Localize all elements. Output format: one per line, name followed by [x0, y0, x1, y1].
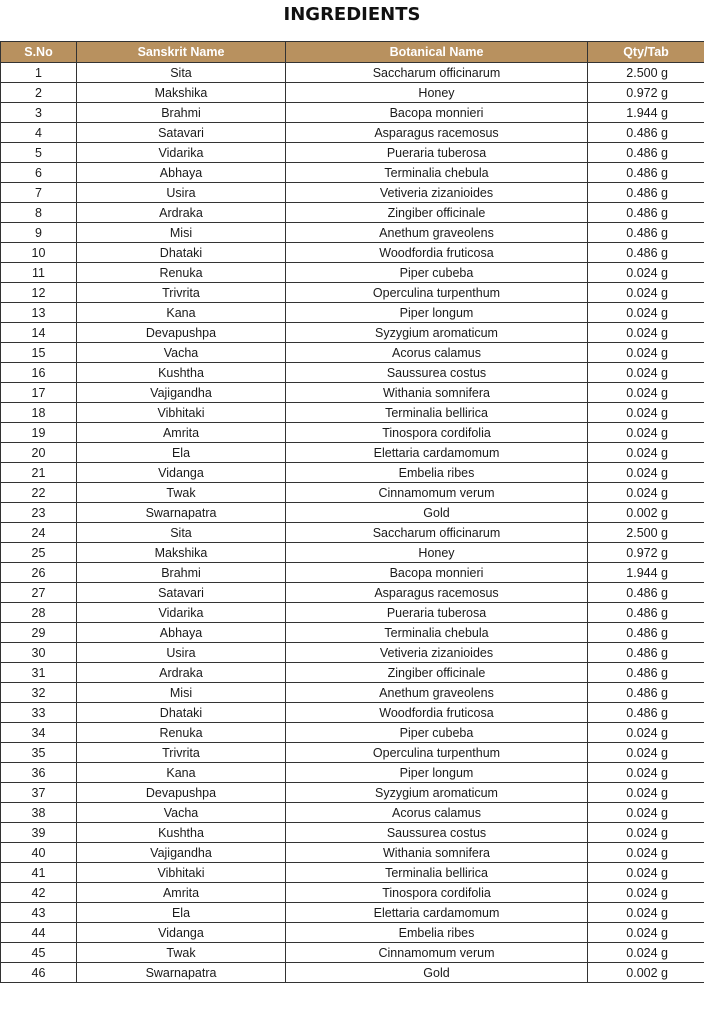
cell-sno: 15	[1, 343, 77, 363]
cell-sno: 8	[1, 203, 77, 223]
table-row	[1, 383, 704, 403]
cell-sno: 28	[1, 603, 77, 623]
cell-qty: 0.024 g	[588, 443, 704, 463]
table-row	[1, 123, 704, 143]
table-row	[1, 603, 704, 623]
table-row	[1, 523, 704, 543]
cell-qty: 0.024 g	[588, 423, 704, 443]
cell-botanical-name: Gold	[286, 963, 588, 983]
table-row	[1, 63, 704, 83]
cell-sno: 7	[1, 183, 77, 203]
table-row	[1, 803, 704, 823]
cell-botanical-name: Honey	[286, 83, 588, 103]
cell-sanskrit-name: Dhataki	[77, 703, 286, 723]
cell-botanical-name: Vetiveria zizanioides	[286, 643, 588, 663]
table-row	[1, 463, 704, 483]
cell-sno: 36	[1, 763, 77, 783]
cell-sno: 46	[1, 963, 77, 983]
cell-qty: 0.486 g	[588, 623, 704, 643]
table-row	[1, 643, 704, 663]
table-row	[1, 443, 704, 463]
table-row	[1, 403, 704, 423]
cell-botanical-name: Bacopa monnieri	[286, 103, 588, 123]
cell-botanical-name: Woodfordia fruticosa	[286, 243, 588, 263]
cell-botanical-name: Saussurea costus	[286, 823, 588, 843]
cell-qty: 0.024 g	[588, 923, 704, 943]
cell-sno: 37	[1, 783, 77, 803]
cell-sno: 3	[1, 103, 77, 123]
cell-botanical-name: Saussurea costus	[286, 363, 588, 383]
table-row	[1, 743, 704, 763]
cell-sanskrit-name: Trivrita	[77, 743, 286, 763]
cell-botanical-name: Terminalia bellirica	[286, 863, 588, 883]
cell-botanical-name: Pueraria tuberosa	[286, 143, 588, 163]
table-row	[1, 263, 704, 283]
cell-botanical-name: Asparagus racemosus	[286, 123, 588, 143]
cell-botanical-name: Syzygium aromaticum	[286, 323, 588, 343]
cell-sanskrit-name: Vajigandha	[77, 383, 286, 403]
table-row	[1, 703, 704, 723]
cell-botanical-name: Vetiveria zizanioides	[286, 183, 588, 203]
cell-sanskrit-name: Abhaya	[77, 163, 286, 183]
table-row	[1, 923, 704, 943]
cell-botanical-name: Pueraria tuberosa	[286, 603, 588, 623]
cell-sanskrit-name: Vidarika	[77, 603, 286, 623]
cell-qty: 0.002 g	[588, 503, 704, 523]
cell-sno: 10	[1, 243, 77, 263]
cell-sanskrit-name: Vidanga	[77, 463, 286, 483]
cell-qty: 0.024 g	[588, 863, 704, 883]
cell-botanical-name: Saccharum officinarum	[286, 63, 588, 83]
cell-sno: 9	[1, 223, 77, 243]
cell-botanical-name: Terminalia bellirica	[286, 403, 588, 423]
cell-sanskrit-name: Ardraka	[77, 663, 286, 683]
table-row	[1, 963, 704, 983]
cell-botanical-name: Zingiber officinale	[286, 663, 588, 683]
column-header-botanical-name: Botanical Name	[286, 42, 588, 63]
cell-sno: 12	[1, 283, 77, 303]
table-row	[1, 583, 704, 603]
cell-sanskrit-name: Ardraka	[77, 203, 286, 223]
table-row	[1, 683, 704, 703]
cell-qty: 0.486 g	[588, 183, 704, 203]
cell-botanical-name: Anethum graveolens	[286, 223, 588, 243]
cell-sanskrit-name: Ela	[77, 903, 286, 923]
cell-botanical-name: Operculina turpenthum	[286, 743, 588, 763]
cell-sno: 38	[1, 803, 77, 823]
table-row	[1, 623, 704, 643]
cell-sno: 29	[1, 623, 77, 643]
table-row	[1, 83, 704, 103]
table-row	[1, 423, 704, 443]
cell-qty: 0.486 g	[588, 123, 704, 143]
cell-sno: 27	[1, 583, 77, 603]
cell-sanskrit-name: Amrita	[77, 883, 286, 903]
cell-qty: 0.024 g	[588, 803, 704, 823]
cell-sanskrit-name: Kushtha	[77, 823, 286, 843]
cell-sno: 35	[1, 743, 77, 763]
cell-sno: 33	[1, 703, 77, 723]
cell-sanskrit-name: Sita	[77, 63, 286, 83]
cell-sno: 44	[1, 923, 77, 943]
cell-sanskrit-name: Vibhitaki	[77, 863, 286, 883]
cell-qty: 0.486 g	[588, 663, 704, 683]
cell-qty: 0.486 g	[588, 223, 704, 243]
cell-qty: 0.024 g	[588, 743, 704, 763]
cell-sanskrit-name: Satavari	[77, 583, 286, 603]
cell-sno: 34	[1, 723, 77, 743]
cell-sanskrit-name: Brahmi	[77, 103, 286, 123]
table-row	[1, 323, 704, 343]
cell-botanical-name: Piper cubeba	[286, 263, 588, 283]
cell-botanical-name: Asparagus racemosus	[286, 583, 588, 603]
cell-sno: 11	[1, 263, 77, 283]
cell-qty: 0.024 g	[588, 783, 704, 803]
cell-sanskrit-name: Amrita	[77, 423, 286, 443]
table-row	[1, 903, 704, 923]
table-header-row	[1, 42, 704, 63]
cell-botanical-name: Syzygium aromaticum	[286, 783, 588, 803]
cell-botanical-name: Embelia ribes	[286, 463, 588, 483]
cell-qty: 0.024 g	[588, 723, 704, 743]
cell-sanskrit-name: Misi	[77, 223, 286, 243]
cell-sanskrit-name: Kana	[77, 303, 286, 323]
cell-sno: 30	[1, 643, 77, 663]
cell-qty: 0.024 g	[588, 403, 704, 423]
cell-qty: 0.024 g	[588, 323, 704, 343]
cell-sanskrit-name: Makshika	[77, 543, 286, 563]
cell-sanskrit-name: Trivrita	[77, 283, 286, 303]
cell-botanical-name: Acorus calamus	[286, 343, 588, 363]
cell-qty: 0.024 g	[588, 883, 704, 903]
cell-qty: 2.500 g	[588, 63, 704, 83]
table-row	[1, 563, 704, 583]
cell-sanskrit-name: Makshika	[77, 83, 286, 103]
table-row	[1, 483, 704, 503]
table-row	[1, 943, 704, 963]
cell-sanskrit-name: Vacha	[77, 343, 286, 363]
table-row	[1, 223, 704, 243]
table-row	[1, 243, 704, 263]
cell-qty: 1.944 g	[588, 103, 704, 123]
cell-botanical-name: Honey	[286, 543, 588, 563]
cell-qty: 0.024 g	[588, 763, 704, 783]
cell-sanskrit-name: Sita	[77, 523, 286, 543]
cell-sanskrit-name: Twak	[77, 483, 286, 503]
cell-botanical-name: Operculina turpenthum	[286, 283, 588, 303]
cell-botanical-name: Cinnamomum verum	[286, 943, 588, 963]
cell-sanskrit-name: Dhataki	[77, 243, 286, 263]
table-row	[1, 663, 704, 683]
cell-botanical-name: Embelia ribes	[286, 923, 588, 943]
column-header-sno: S.No	[1, 42, 77, 63]
cell-qty: 1.944 g	[588, 563, 704, 583]
cell-botanical-name: Tinospora cordifolia	[286, 883, 588, 903]
cell-sno: 32	[1, 683, 77, 703]
cell-sno: 22	[1, 483, 77, 503]
column-header-qty: Qty/Tab	[588, 42, 704, 63]
cell-qty: 0.486 g	[588, 163, 704, 183]
cell-sno: 45	[1, 943, 77, 963]
cell-sno: 19	[1, 423, 77, 443]
cell-sno: 26	[1, 563, 77, 583]
cell-qty: 0.486 g	[588, 583, 704, 603]
cell-qty: 0.486 g	[588, 203, 704, 223]
cell-sno: 25	[1, 543, 77, 563]
cell-sanskrit-name: Vidarika	[77, 143, 286, 163]
cell-sno: 13	[1, 303, 77, 323]
cell-sno: 17	[1, 383, 77, 403]
cell-qty: 0.486 g	[588, 643, 704, 663]
cell-sanskrit-name: Kana	[77, 763, 286, 783]
cell-sanskrit-name: Abhaya	[77, 623, 286, 643]
cell-qty: 0.486 g	[588, 703, 704, 723]
cell-qty: 0.486 g	[588, 683, 704, 703]
cell-sno: 40	[1, 843, 77, 863]
cell-qty: 0.024 g	[588, 263, 704, 283]
cell-sno: 18	[1, 403, 77, 423]
table-row	[1, 203, 704, 223]
cell-botanical-name: Withania somnifera	[286, 843, 588, 863]
cell-sanskrit-name: Devapushpa	[77, 783, 286, 803]
cell-qty: 0.024 g	[588, 463, 704, 483]
table-row	[1, 343, 704, 363]
cell-sanskrit-name: Renuka	[77, 263, 286, 283]
cell-sno: 21	[1, 463, 77, 483]
table-row	[1, 103, 704, 123]
cell-qty: 0.024 g	[588, 283, 704, 303]
cell-sno: 20	[1, 443, 77, 463]
table-row	[1, 843, 704, 863]
cell-sno: 4	[1, 123, 77, 143]
cell-sno: 16	[1, 363, 77, 383]
cell-botanical-name: Elettaria cardamomum	[286, 903, 588, 923]
cell-sno: 43	[1, 903, 77, 923]
cell-botanical-name: Saccharum officinarum	[286, 523, 588, 543]
cell-sno: 42	[1, 883, 77, 903]
page-title: INGREDIENTS	[283, 4, 421, 25]
cell-qty: 0.024 g	[588, 343, 704, 363]
cell-qty: 0.002 g	[588, 963, 704, 983]
cell-botanical-name: Zingiber officinale	[286, 203, 588, 223]
cell-botanical-name: Piper cubeba	[286, 723, 588, 743]
cell-qty: 2.500 g	[588, 523, 704, 543]
table-row	[1, 723, 704, 743]
table-row	[1, 503, 704, 523]
table-row	[1, 303, 704, 323]
cell-sanskrit-name: Vacha	[77, 803, 286, 823]
cell-botanical-name: Woodfordia fruticosa	[286, 703, 588, 723]
cell-botanical-name: Anethum graveolens	[286, 683, 588, 703]
table-row	[1, 543, 704, 563]
cell-sanskrit-name: Vidanga	[77, 923, 286, 943]
cell-botanical-name: Piper longum	[286, 763, 588, 783]
cell-sno: 23	[1, 503, 77, 523]
cell-qty: 0.024 g	[588, 823, 704, 843]
cell-sno: 41	[1, 863, 77, 883]
cell-sno: 14	[1, 323, 77, 343]
cell-sanskrit-name: Devapushpa	[77, 323, 286, 343]
table-row	[1, 763, 704, 783]
cell-sanskrit-name: Kushtha	[77, 363, 286, 383]
cell-botanical-name: Cinnamomum verum	[286, 483, 588, 503]
cell-qty: 0.024 g	[588, 943, 704, 963]
cell-sno: 24	[1, 523, 77, 543]
cell-sanskrit-name: Satavari	[77, 123, 286, 143]
cell-botanical-name: Tinospora cordifolia	[286, 423, 588, 443]
cell-sanskrit-name: Vajigandha	[77, 843, 286, 863]
cell-botanical-name: Withania somnifera	[286, 383, 588, 403]
cell-botanical-name: Terminalia chebula	[286, 163, 588, 183]
cell-qty: 0.024 g	[588, 483, 704, 503]
table-row	[1, 143, 704, 163]
cell-sanskrit-name: Misi	[77, 683, 286, 703]
table-row	[1, 183, 704, 203]
cell-qty: 0.972 g	[588, 83, 704, 103]
cell-sanskrit-name: Usira	[77, 643, 286, 663]
cell-sno: 31	[1, 663, 77, 683]
cell-sanskrit-name: Renuka	[77, 723, 286, 743]
table-row	[1, 163, 704, 183]
cell-sno: 6	[1, 163, 77, 183]
table-row	[1, 783, 704, 803]
ingredients-table	[0, 41, 704, 983]
cell-sanskrit-name: Ela	[77, 443, 286, 463]
cell-sno: 5	[1, 143, 77, 163]
table-body	[1, 63, 704, 983]
cell-botanical-name: Bacopa monnieri	[286, 563, 588, 583]
cell-sanskrit-name: Swarnapatra	[77, 503, 286, 523]
cell-qty: 0.024 g	[588, 363, 704, 383]
cell-qty: 0.486 g	[588, 243, 704, 263]
cell-qty: 0.024 g	[588, 843, 704, 863]
table-row	[1, 863, 704, 883]
cell-botanical-name: Piper longum	[286, 303, 588, 323]
cell-sno: 39	[1, 823, 77, 843]
cell-qty: 0.024 g	[588, 903, 704, 923]
table-row	[1, 363, 704, 383]
cell-sanskrit-name: Swarnapatra	[77, 963, 286, 983]
cell-sanskrit-name: Brahmi	[77, 563, 286, 583]
cell-sno: 1	[1, 63, 77, 83]
cell-sanskrit-name: Usira	[77, 183, 286, 203]
cell-qty: 0.024 g	[588, 303, 704, 323]
table-row	[1, 823, 704, 843]
cell-qty: 0.486 g	[588, 143, 704, 163]
column-header-sanskrit-name: Sanskrit Name	[77, 42, 286, 63]
cell-qty: 0.486 g	[588, 603, 704, 623]
table-row	[1, 283, 704, 303]
cell-sanskrit-name: Vibhitaki	[77, 403, 286, 423]
cell-botanical-name: Acorus calamus	[286, 803, 588, 823]
cell-botanical-name: Gold	[286, 503, 588, 523]
table-row	[1, 883, 704, 903]
cell-botanical-name: Terminalia chebula	[286, 623, 588, 643]
cell-botanical-name: Elettaria cardamomum	[286, 443, 588, 463]
cell-sno: 2	[1, 83, 77, 103]
cell-qty: 0.972 g	[588, 543, 704, 563]
cell-sanskrit-name: Twak	[77, 943, 286, 963]
cell-qty: 0.024 g	[588, 383, 704, 403]
